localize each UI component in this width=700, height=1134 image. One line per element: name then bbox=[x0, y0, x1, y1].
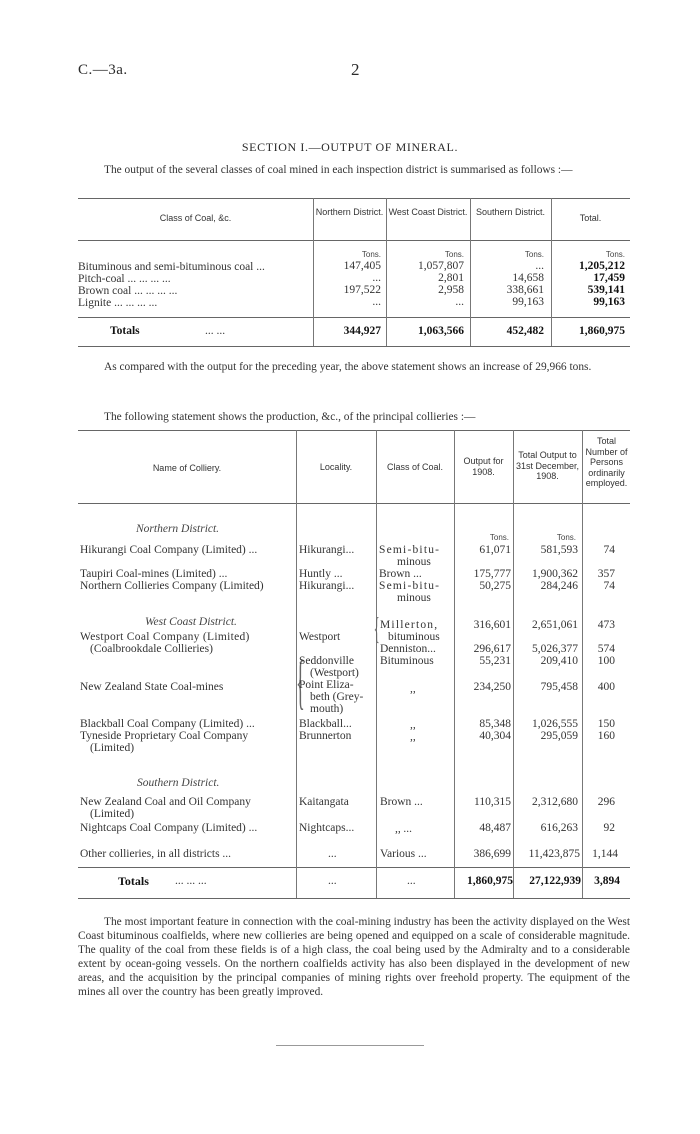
col-total-header: Total. bbox=[579, 213, 602, 223]
colliery-locality: ... bbox=[328, 848, 337, 860]
col-total-output-header: Total Output to 31st December, 1908. bbox=[515, 450, 580, 481]
colliery-output: 40,304 bbox=[479, 730, 511, 742]
unit-label: Tons. bbox=[489, 533, 509, 542]
district-heading-southern: Southern District. bbox=[137, 777, 220, 789]
colliery-name: New Zealand Coal and Oil Company bbox=[80, 796, 251, 808]
colliery-persons: 574 bbox=[597, 643, 615, 655]
colliery-total-output: 616,263 bbox=[540, 822, 578, 834]
cell-southern: ... bbox=[535, 260, 544, 272]
collieries-intro: The following statement shows the production, &c., of the principal collieries :— bbox=[104, 411, 476, 423]
colliery-persons: 400 bbox=[597, 681, 615, 693]
col-class-header: Class of Coal, &c. bbox=[159, 213, 232, 223]
colliery-total-output: 581,593 bbox=[540, 544, 578, 556]
colliery-name: Nightcaps Coal Company (Limited) ... bbox=[80, 822, 258, 834]
total-output-to-date: 27,122,939 bbox=[529, 875, 581, 887]
colliery-total-output: 284,246 bbox=[540, 580, 578, 592]
colliery-name: Hikurangi Coal Company (Limited) ... bbox=[80, 544, 258, 556]
brace-icon: { bbox=[296, 649, 305, 715]
cell-total: 17,459 bbox=[593, 272, 625, 284]
intro-paragraph: The output of the several classes of coal mined in each inspection district is summarised as follows :— bbox=[104, 164, 573, 176]
row-label: Brown coal ... ... ... ... bbox=[78, 285, 178, 297]
colliery-persons: 150 bbox=[597, 718, 615, 730]
colliery-locality: Huntly ... bbox=[299, 568, 343, 580]
colliery-locality: Westport bbox=[299, 631, 341, 643]
colliery-output: 48,487 bbox=[479, 822, 511, 834]
colliery-total-output: 11,423,875 bbox=[528, 848, 580, 860]
colliery-persons: 74 bbox=[603, 544, 615, 556]
district-heading-northern: Northern District. bbox=[136, 523, 220, 535]
colliery-persons: 74 bbox=[603, 580, 615, 592]
colliery-total-output: 1,026,555 bbox=[532, 718, 578, 730]
cell-total: 539,141 bbox=[587, 284, 625, 296]
col-class-header: Class of Coal. bbox=[386, 462, 444, 472]
colliery-output: 61,071 bbox=[479, 544, 511, 556]
cell-west: 1,057,807 bbox=[418, 260, 464, 272]
totals-label: Totals bbox=[118, 874, 149, 888]
colliery-persons: 100 bbox=[597, 655, 615, 667]
row-label: Pitch-coal ... ... ... ... bbox=[78, 273, 171, 285]
section-title: SECTION I.—OUTPUT OF MINERAL. bbox=[241, 140, 459, 154]
colliery-name-sub: (Limited) bbox=[90, 808, 135, 820]
colliery-class: Millerton, bbox=[380, 619, 439, 631]
colliery-class: minous bbox=[397, 556, 431, 568]
colliery-class: Bituminous bbox=[380, 655, 434, 667]
col-output-header: Output for 1908. bbox=[463, 456, 504, 477]
cell-total: 99,163 bbox=[593, 296, 625, 308]
col-northern-header: Northern District. bbox=[315, 207, 384, 217]
colliery-name: Taupiri Coal-mines (Limited) ... bbox=[80, 568, 228, 580]
col-persons-header: Total Number of Persons ordinarily employed. bbox=[585, 436, 628, 488]
total-persons: 3,894 bbox=[594, 875, 620, 887]
comparison-paragraph: As compared with the output for the preceding year, the above statement shows an increase of 29,966 tons. bbox=[104, 361, 592, 373]
col-locality-header: Locality. bbox=[319, 462, 353, 472]
unit-label: Tons. bbox=[524, 250, 544, 259]
total-southern: 452,482 bbox=[506, 325, 544, 337]
totals-class: ... bbox=[407, 875, 416, 887]
brace-icon: { bbox=[373, 610, 380, 646]
page-number: 2 bbox=[351, 60, 360, 79]
colliery-class: bituminous bbox=[388, 631, 440, 643]
col-southern-header: Southern District. bbox=[475, 207, 546, 217]
cell-southern: 99,163 bbox=[512, 296, 544, 308]
colliery-class: ,, bbox=[410, 719, 416, 731]
cell-west: ... bbox=[455, 296, 464, 308]
colliery-persons: 473 bbox=[597, 619, 615, 631]
unit-label: Tons. bbox=[444, 250, 464, 259]
total-west: 1,063,566 bbox=[418, 325, 464, 337]
total-northern: 344,927 bbox=[343, 325, 381, 337]
cell-total: 1,205,212 bbox=[579, 260, 625, 272]
district-heading-west-coast: West Coast District. bbox=[145, 616, 237, 628]
colliery-total-output: 795,458 bbox=[540, 681, 578, 693]
row-label: Lignite ... ... ... ... bbox=[78, 297, 158, 309]
colliery-locality: Blackball... bbox=[299, 718, 352, 730]
colliery-persons: 160 bbox=[597, 730, 615, 742]
cell-southern: 338,661 bbox=[506, 284, 544, 296]
colliery-locality: Nightcaps... bbox=[299, 822, 355, 834]
colliery-output: 50,275 bbox=[479, 580, 511, 592]
colliery-persons: 357 bbox=[597, 568, 615, 580]
unit-label: Tons. bbox=[556, 533, 576, 542]
colliery-name: Blackball Coal Company (Limited) ... bbox=[80, 718, 255, 730]
colliery-total-output: 2,651,061 bbox=[532, 619, 578, 631]
colliery-locality: Point Eliza- bbox=[299, 679, 354, 691]
colliery-class: Various ... bbox=[380, 848, 427, 860]
closing-rule bbox=[276, 1045, 424, 1046]
colliery-name: New Zealand State Coal-mines bbox=[80, 681, 224, 693]
totals-label: Totals bbox=[110, 325, 140, 337]
colliery-name-sub: (Limited) bbox=[90, 742, 135, 754]
colliery-total-output: 209,410 bbox=[540, 655, 578, 667]
totals-locality: ... bbox=[328, 875, 337, 887]
colliery-locality: Hikurangi... bbox=[299, 580, 355, 592]
colliery-name: Tyneside Proprietary Coal Company bbox=[80, 730, 249, 742]
colliery-class: ,, bbox=[410, 731, 416, 743]
colliery-name: Westport Coal Company (Limited) bbox=[80, 631, 250, 643]
colliery-total-output: 1,900,362 bbox=[532, 568, 578, 580]
colliery-locality: mouth) bbox=[310, 703, 344, 715]
totals-dots: ... ... bbox=[205, 325, 226, 337]
colliery-locality: Kaitangata bbox=[299, 796, 349, 808]
colliery-locality: Seddonville bbox=[299, 655, 354, 667]
colliery-output: 296,617 bbox=[473, 643, 511, 655]
cell-northern: ... bbox=[372, 272, 381, 284]
colliery-locality: Hikurangi... bbox=[299, 544, 355, 556]
colliery-class: ,, ... bbox=[395, 823, 413, 835]
closing-paragraph: The most important feature in connection with the coal-mining industry has been the activity displayed on the West Coast bituminous coalfields, where new collieries are being opened and equipped on a scale of considerable magnitude. The quality of the coal from these fields is of a high class, the coal being used by the Admiralty and to a considerable extent by ocean-going vessels. On the northern coalfields activity has also been displayed in the development of new areas, and the acquisition by the principal companies of mining rights over freehold property. The equipment of the mines all over the country has been greatly improved. bbox=[78, 916, 630, 998]
document-reference: C.—3a. bbox=[78, 62, 128, 78]
col-westcoast-header: West Coast District. bbox=[388, 207, 468, 217]
colliery-output: 316,601 bbox=[473, 619, 511, 631]
colliery-class: Brown ... bbox=[380, 796, 423, 808]
total-output: 1,860,975 bbox=[467, 875, 513, 887]
cell-southern: 14,658 bbox=[512, 272, 544, 284]
colliery-class: Semi-bitu- bbox=[379, 544, 441, 556]
colliery-name: Northern Collieries Company (Limited) bbox=[80, 580, 264, 592]
colliery-class: Semi-bitu- bbox=[379, 580, 441, 592]
unit-label: Tons. bbox=[605, 250, 625, 259]
colliery-output: 386,699 bbox=[473, 848, 511, 860]
total-grand: 1,860,975 bbox=[579, 325, 625, 337]
colliery-locality: Brunnerton bbox=[299, 730, 352, 742]
col-name-header: Name of Colliery. bbox=[152, 463, 222, 473]
colliery-output: 175,777 bbox=[473, 568, 511, 580]
colliery-output: 234,250 bbox=[473, 681, 511, 693]
colliery-class: minous bbox=[397, 592, 431, 604]
cell-northern: 197,522 bbox=[343, 284, 381, 296]
colliery-name: Other collieries, in all districts ... bbox=[80, 848, 232, 860]
colliery-locality: beth (Grey- bbox=[310, 691, 364, 703]
colliery-persons: 92 bbox=[603, 822, 615, 834]
unit-label: Tons. bbox=[361, 250, 381, 259]
colliery-locality: (Westport) bbox=[310, 667, 359, 679]
colliery-total-output: 295,059 bbox=[540, 730, 578, 742]
colliery-total-output: 5,026,377 bbox=[532, 643, 578, 655]
colliery-output: 85,348 bbox=[479, 718, 511, 730]
row-label: Bituminous and semi-bituminous coal ... bbox=[78, 261, 265, 273]
colliery-persons: 1,144 bbox=[592, 848, 618, 860]
colliery-output: 110,315 bbox=[474, 796, 511, 808]
cell-northern: ... bbox=[372, 296, 381, 308]
colliery-output: 55,231 bbox=[479, 655, 511, 667]
cell-west: 2,801 bbox=[438, 272, 464, 284]
cell-northern: 147,405 bbox=[343, 260, 381, 272]
colliery-class: ,, bbox=[410, 683, 416, 695]
colliery-class: Denniston... bbox=[380, 643, 436, 655]
totals-dots: ... ... ... bbox=[175, 875, 207, 887]
colliery-name-sub: (Coalbrookdale Collieries) bbox=[90, 643, 213, 655]
cell-west: 2,958 bbox=[438, 284, 464, 296]
colliery-class: Brown ... bbox=[379, 568, 422, 580]
colliery-persons: 296 bbox=[597, 796, 615, 808]
colliery-total-output: 2,312,680 bbox=[532, 796, 578, 808]
